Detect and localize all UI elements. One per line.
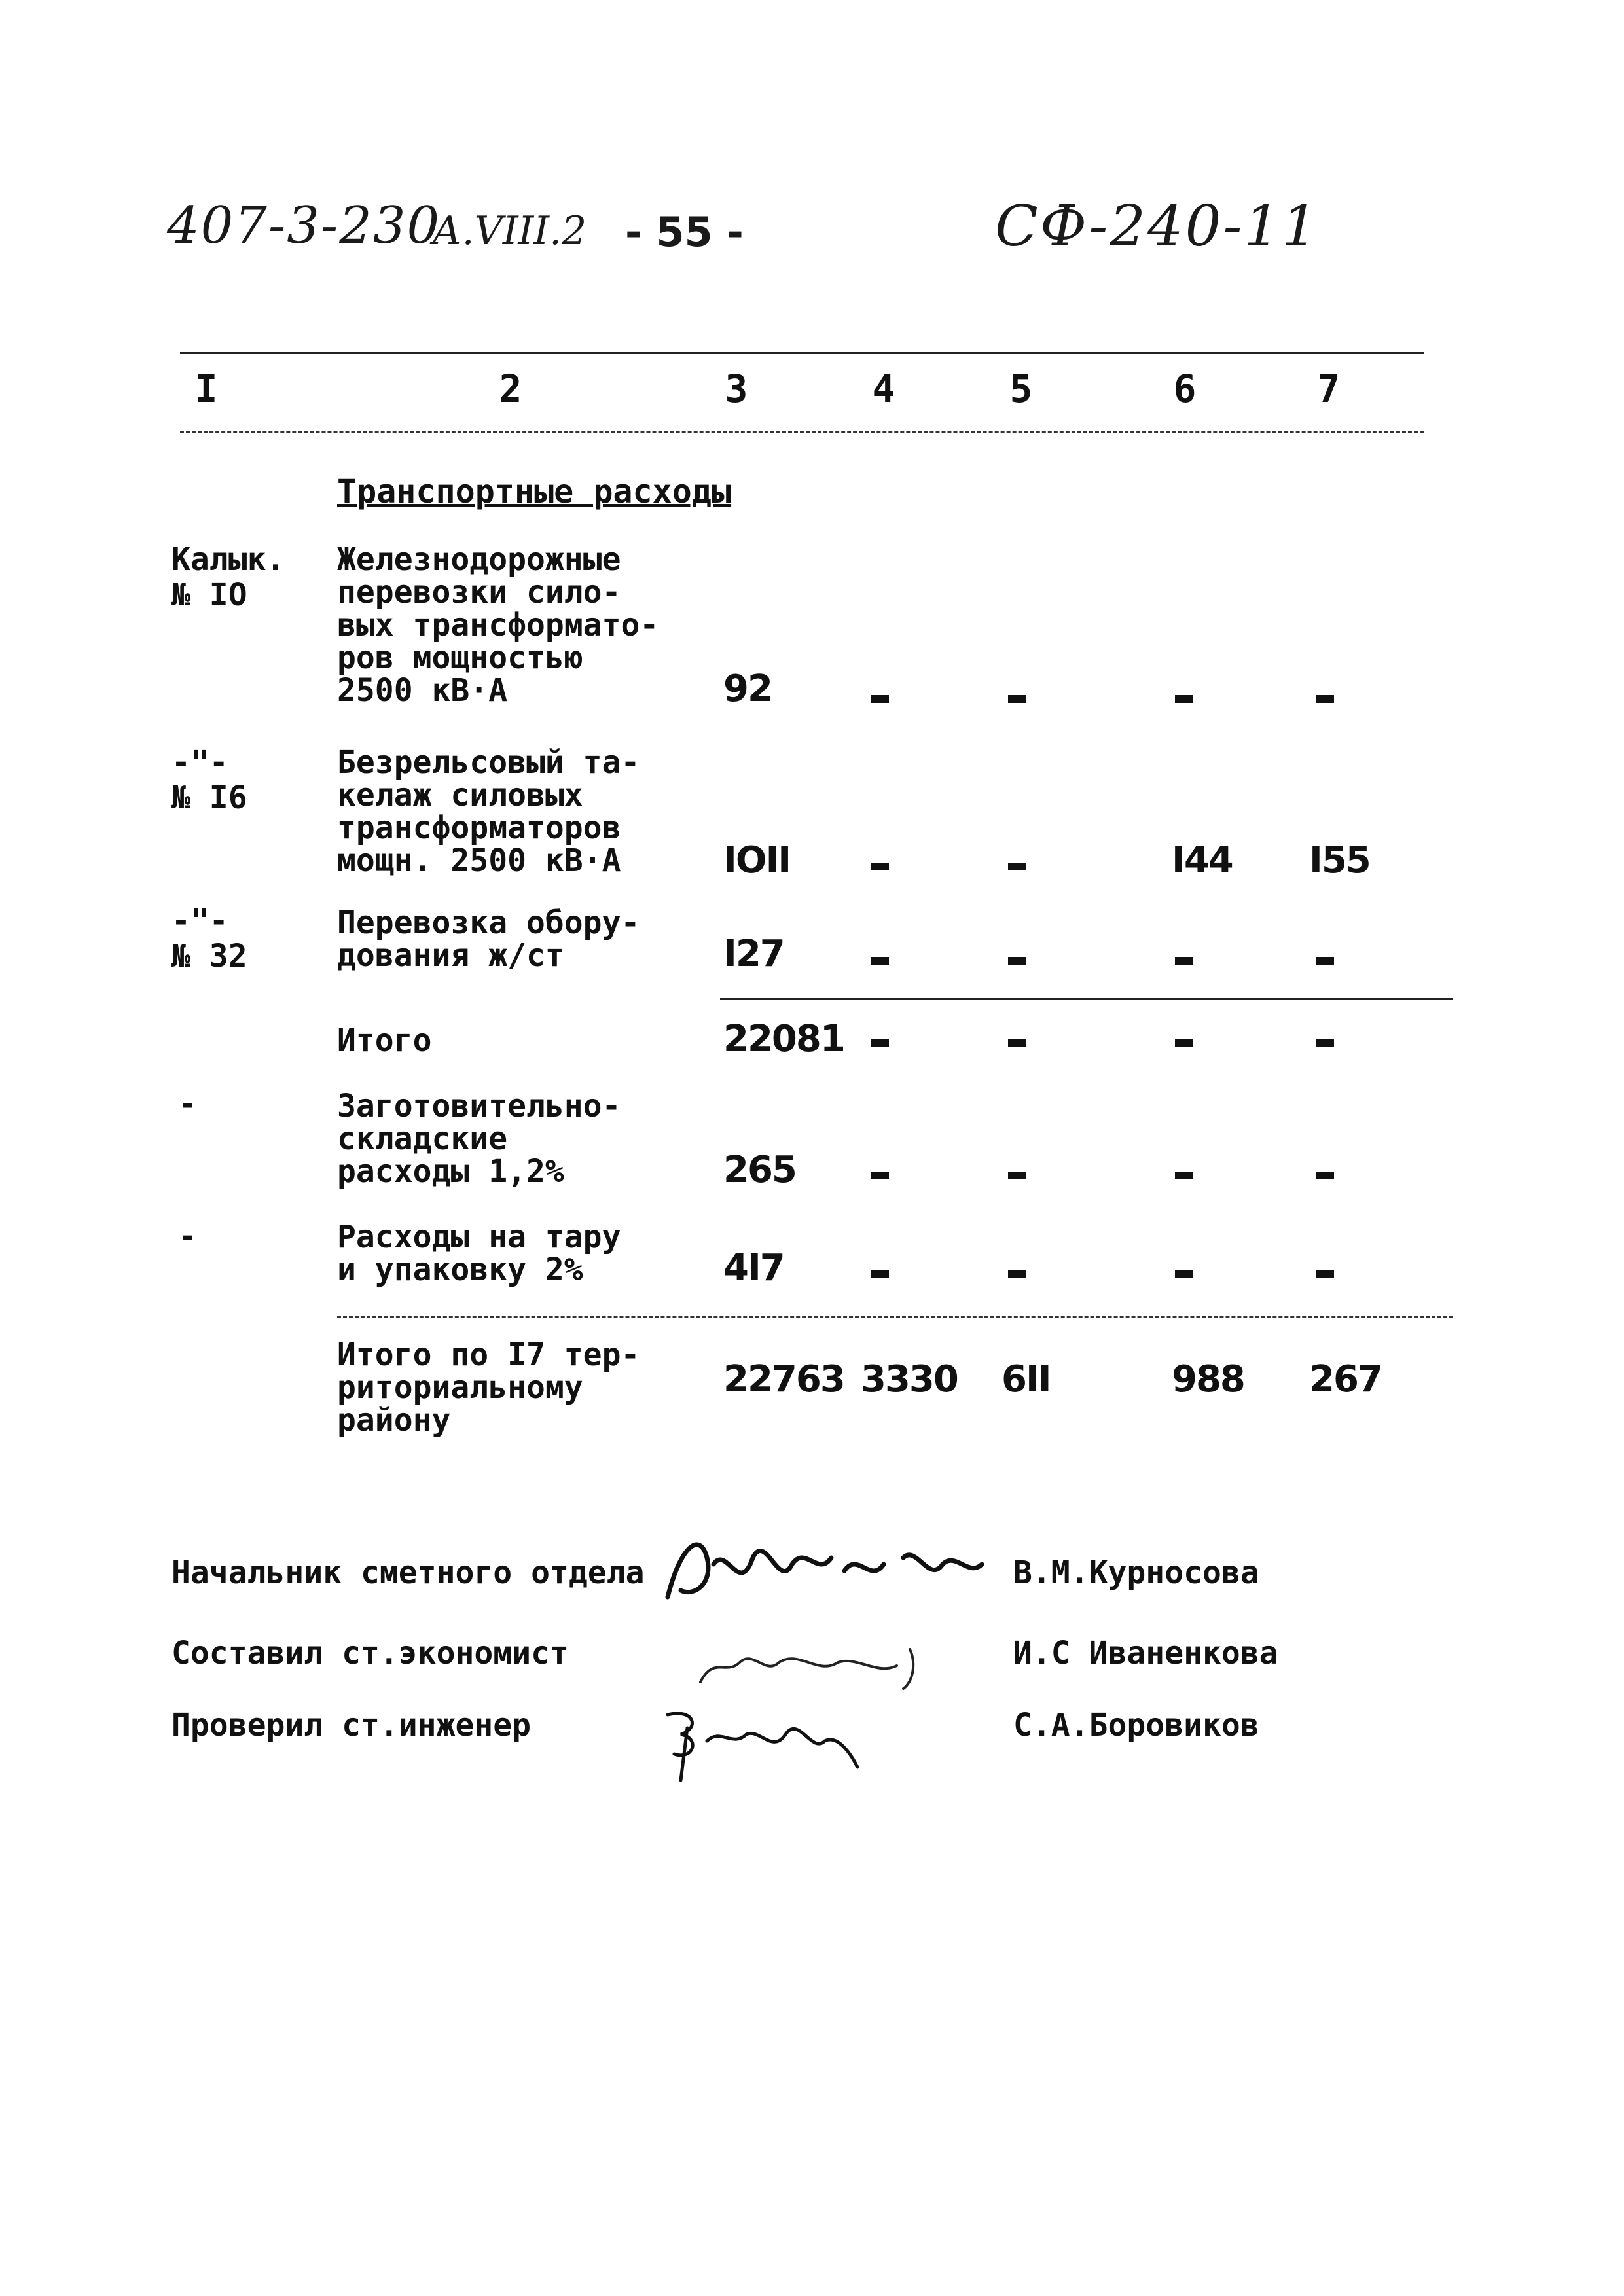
row-2-col4-dash — [871, 863, 889, 870]
row-1-ref: Калык. № IO — [171, 541, 285, 613]
row-5-col6-dash — [1175, 1172, 1193, 1179]
document-code: 407-3-230 — [167, 196, 441, 255]
row-2-col5-dash — [1008, 863, 1026, 870]
row-3-col3: I27 — [723, 933, 784, 975]
row-5-description: Заготовительно- складские расходы 1,2% — [337, 1088, 621, 1190]
row-2-col3: IOII — [723, 839, 791, 882]
sheet-number: А.VIII.2 — [432, 208, 587, 254]
row-1-col6-dash — [1175, 695, 1193, 703]
row-7-col3: 22763 — [723, 1358, 844, 1401]
row-2-col6: I44 — [1172, 839, 1233, 882]
row-6-description: Расходы на тару и упаковку 2% — [337, 1219, 621, 1288]
table-top-rule — [180, 352, 1424, 354]
row-3-col7-dash — [1316, 957, 1334, 965]
signature-name-3: С.А.Боровиков — [1013, 1707, 1259, 1744]
row-2-ref: -"- № I6 — [171, 744, 247, 816]
row-5-col3: 265 — [723, 1149, 796, 1191]
row-2-col7: I55 — [1309, 839, 1370, 882]
page-number: - 55 - — [625, 208, 744, 256]
row-7-col4: 3330 — [861, 1358, 958, 1401]
row-1-col7-dash — [1316, 695, 1334, 703]
row-4-col5-dash — [1008, 1039, 1026, 1047]
row-4-col4-dash — [871, 1039, 889, 1047]
row-7-col7: 267 — [1309, 1358, 1382, 1401]
row-1-description: Железнодорожные перевозки сило- вых трансформато- ров мощностью 2500 кВ·А — [337, 541, 659, 709]
subtotal-rule — [720, 998, 1453, 1000]
row-7-col5: 6II — [1001, 1358, 1051, 1401]
row-1-col4-dash — [871, 695, 889, 703]
column-header-5: 5 — [1009, 367, 1033, 411]
row-4-description: Итого — [337, 1022, 432, 1059]
row-5-col5-dash — [1008, 1172, 1026, 1179]
series-code: СФ-240-11 — [995, 194, 1320, 259]
total-rule — [337, 1316, 1453, 1318]
row-3-col6-dash — [1175, 957, 1193, 965]
signature-1-image — [655, 1518, 1021, 1617]
row-4-col6-dash — [1175, 1039, 1193, 1047]
header-bottom-rule — [180, 431, 1424, 433]
row-2-description: Безрельсовый та- келаж силовых трансформаторов мощн. 2500 кВ·А — [337, 744, 640, 879]
column-header-7: 7 — [1317, 367, 1341, 411]
row-5-ref: - — [178, 1086, 197, 1122]
row-6-col3: 4I7 — [723, 1247, 784, 1289]
row-7-col6: 988 — [1172, 1358, 1244, 1401]
column-header-3: 3 — [725, 367, 748, 411]
section-title: Транспортные расходы — [337, 473, 732, 511]
row-3-col4-dash — [871, 957, 889, 965]
column-header-4: 4 — [872, 367, 895, 411]
row-7-description: Итого по I7 тер- риториальному району — [337, 1336, 640, 1439]
row-3-description: Перевозка обору- дования ж/ст — [337, 905, 640, 974]
row-6-col5-dash — [1008, 1270, 1026, 1278]
signature-name-2: И.С Иваненкова — [1013, 1635, 1278, 1672]
signature-name-1: В.М.Курносова — [1013, 1554, 1259, 1591]
signature-role-1: Начальник сметного отдела — [171, 1554, 645, 1591]
row-6-col4-dash — [871, 1270, 889, 1278]
column-header-1: I — [194, 367, 218, 411]
row-5-col7-dash — [1316, 1172, 1334, 1179]
row-6-col6-dash — [1175, 1270, 1193, 1278]
row-1-col5-dash — [1008, 695, 1026, 703]
column-header-2: 2 — [499, 367, 522, 411]
signature-role-3: Проверил ст.инженер — [171, 1707, 532, 1744]
row-6-col7-dash — [1316, 1270, 1334, 1278]
row-6-ref: - — [178, 1218, 197, 1255]
row-3-col5-dash — [1008, 957, 1026, 965]
row-4-col3: 22081 — [723, 1018, 844, 1060]
signature-role-2: Составил ст.экономист — [171, 1635, 569, 1672]
signature-3-image — [655, 1689, 1021, 1787]
row-4-col7-dash — [1316, 1039, 1334, 1047]
row-3-ref: -"- № 32 — [171, 903, 247, 975]
row-5-col4-dash — [871, 1172, 889, 1179]
row-1-col3: 92 — [723, 668, 772, 710]
column-header-6: 6 — [1173, 367, 1197, 411]
